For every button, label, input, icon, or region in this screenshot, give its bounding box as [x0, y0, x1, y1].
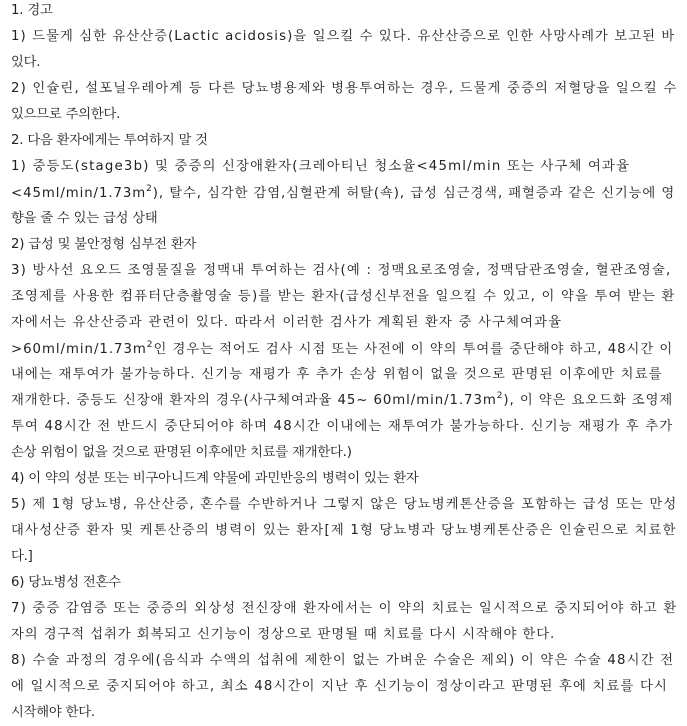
- text-segment: 조영제를 사용한 컴퓨터단층촬영술 등)를 받는 환자(급성신부전을 일으킬 수 있고, 이 약을 투여 받는 환: [11, 289, 676, 304]
- text-line: [11, 158, 630, 176]
- text-segment: 1) 중등도(stage3b) 및 중증의 신장애환자(크레아티닌 청소율<45ml/min 또는 사구체 여과율: [11, 159, 631, 174]
- text-line: [11, 704, 95, 722]
- text-line: [11, 236, 196, 254]
- text-segment: 대사성산증 환자 및 케톤산증의 병력이 있는 환자[제 1형 당뇨병과 당뇨병케톤산증은 인슐린으로 치료한: [11, 523, 677, 538]
- text-line: [11, 626, 555, 644]
- superscript: 2: [496, 390, 504, 401]
- text-segment: 자의 경구적 섭취가 회복되고 신기능이 정상으로 판명될 때 치료를 다시 시작해야 한다.: [11, 627, 556, 642]
- text-segment: 손상 위험이 없을 것으로 판명된 이후에만 치료를 재개한다.): [11, 445, 352, 460]
- text-line: [11, 652, 674, 670]
- text-line: [11, 314, 562, 332]
- text-line: [11, 54, 40, 72]
- text-segment: 1) 드물게 심한 유산산증(Lactic acidosis)을 일으킬 수 있다. 유산산증으로 인한 사망사례가 보고된 바: [11, 29, 676, 44]
- text-segment: 5) 제 1형 당뇨병, 유산산증, 혼수를 수반하거나 그렇지 않은 당뇨병케톤산증을 포함하는 급성 또는 만성: [11, 497, 678, 512]
- text-segment: <45ml/min/1.73m: [11, 186, 147, 201]
- text-line: [11, 106, 120, 124]
- text-segment: >60ml/min/1.73m: [11, 342, 147, 357]
- text-line: [11, 28, 675, 46]
- text-segment: 시작해야 한다.: [11, 705, 95, 720]
- text-segment: 1. 경고: [11, 3, 53, 18]
- text-segment: 2) 인슐린, 설포닐우레아계 등 다른 당뇨병용제와 병용투여하는 경우, 드물게 중증의 저혈당을 일으킬 수: [11, 81, 678, 96]
- text-line: [11, 678, 668, 696]
- text-segment: 3) 방사선 요오드 조영물질을 정맥내 투여하는 검사(예 : 정맥요로조영술, 정맥담관조영술, 혈관조영술,: [11, 263, 672, 278]
- text-line: [11, 366, 663, 384]
- text-line: [11, 185, 675, 203]
- text-segment: 재개한다. 중등도 신장애 환자의 경우(사구체여과율 45~ 60ml/min/1.73m: [11, 393, 497, 408]
- text-segment: 향을 줄 수 있는 급성 상태: [11, 211, 158, 226]
- text-segment: 4) 이 약의 성분 또는 비구아니드계 약물에 과민반응의 병력이 있는 환자: [11, 471, 419, 486]
- text-line: [11, 548, 33, 566]
- text-line: [11, 574, 121, 592]
- text-segment: 2) 급성 및 불안정형 심부전 환자: [11, 237, 197, 252]
- text-line: [11, 132, 208, 150]
- text-line: [11, 2, 53, 20]
- text-line: [11, 262, 671, 280]
- text-segment: 인 경우는 적어도 검사 시점 또는 사전에 이 약의 투여를 중단해야 하고, 48시간 이: [153, 342, 674, 357]
- text-segment: 6) 당뇨병성 전혼수: [11, 575, 121, 590]
- text-segment: 에 일시적으로 중지되어야 하고, 최소 48시간이 지난 후 신기능이 정상이라고 판명된 후에 치료를 다시: [11, 679, 669, 694]
- text-line: [11, 522, 677, 540]
- text-line: [11, 496, 677, 514]
- superscript: 2: [146, 183, 153, 194]
- text-segment: 내에는 재투여가 불가능하다. 신기능 재평가 후 추가 손상 위험이 없을 것으로 판명된 이후에만 치료를: [11, 367, 663, 382]
- text-line: [11, 392, 673, 410]
- text-line: [11, 341, 673, 359]
- text-segment: ), 이 약은 요오드화 조영제: [503, 393, 674, 408]
- superscript: 2: [146, 339, 154, 350]
- text-segment: 7) 중증 감염증 또는 중증의 외상성 전신장애 환자에서는 이 약의 치료는 일시적으로 중지되어야 하고 환: [11, 601, 678, 616]
- text-segment: 자에서는 유산산증과 관련이 있다. 따라서 이러한 검사가 계획된 환자 중 사구체여과율: [11, 315, 563, 330]
- text-line: [11, 444, 352, 462]
- text-segment: 있으므로 주의한다.: [11, 107, 121, 122]
- text-line: [11, 288, 676, 306]
- text-segment: 다.]: [11, 549, 33, 564]
- text-line: [11, 418, 673, 436]
- text-line: [11, 470, 419, 488]
- text-segment: 2. 다음 환자에게는 투여하지 말 것: [11, 133, 208, 148]
- text-line: [11, 210, 158, 228]
- text-segment: 8) 수술 과정의 경우에(음식과 수액의 섭취에 제한이 없는 가벼운 수술은 제외) 이 약은 수술 48시간 전: [11, 653, 675, 668]
- text-segment: 투여 48시간 전 반드시 중단되어야 하며 48시간 이내에는 재투여가 불가능하다. 신기능 재평가 후 추가: [11, 419, 674, 434]
- text-segment: 있다.: [11, 55, 41, 70]
- text-line: [11, 80, 677, 98]
- text-line: [11, 600, 677, 618]
- text-segment: ), 탈수, 심각한 감염,심혈관계 허탈(쇽), 급성 심근경색, 패혈증과 같은 신기능에 영: [152, 186, 676, 201]
